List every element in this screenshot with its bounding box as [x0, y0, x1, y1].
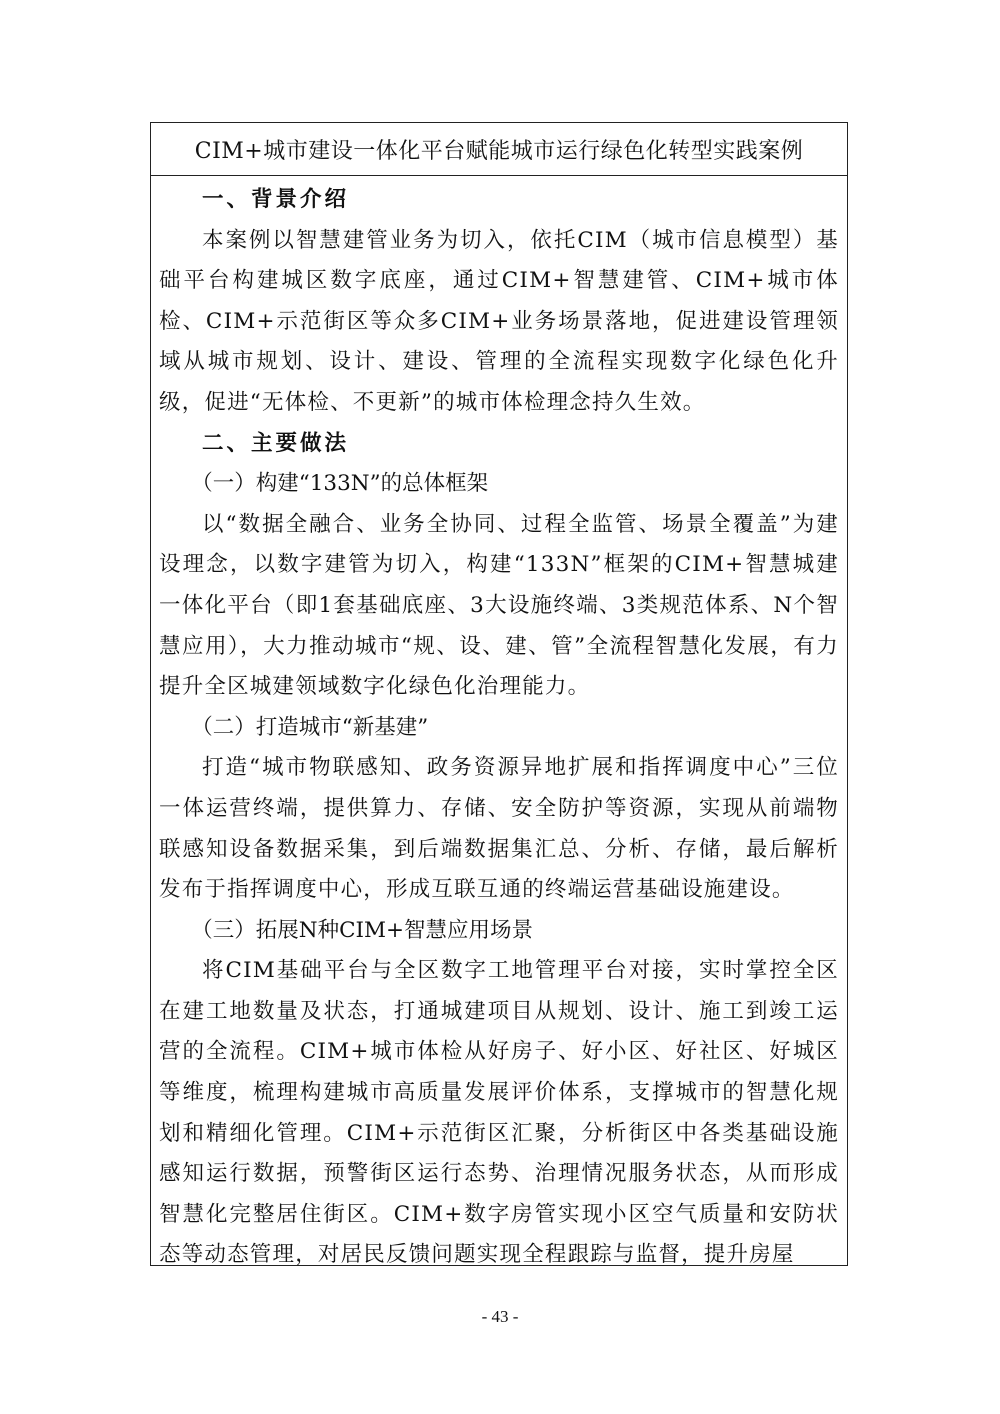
document-title: CIM+城市建设一体化平台赋能城市运行绿色化转型实践案例	[151, 123, 847, 176]
case-table	[150, 122, 848, 1266]
paragraph-background: 本案例以智慧建管业务为切入，依托CIM（城市信息模型）基础平台构建城区数字底座，通过CIM+智慧建管、CIM+城市体检、CIM+示范街区等众多CIM+业务场景落地，促进建设管理领域从城市规划、设计、建设、管理的全流程实现数字化绿色化升级，促进“无体检、不更新”的城市体检理念持久生效。	[159, 227, 839, 415]
document-body	[151, 176, 847, 1276]
subsection-heading-application-scenarios: （三）拓展N种CIM+智慧应用场景	[191, 917, 534, 943]
subsection-heading-framework: （一）构建“133N”的总体框架	[191, 471, 489, 497]
page-number: - 43 -	[481, 1307, 519, 1326]
section-heading-background: 一、背景介绍	[202, 187, 350, 212]
section-heading-main-practices: 二、主要做法	[202, 430, 350, 456]
paragraph-new-infrastructure: 打造“城市物联感知、政务资源异地扩展和指挥调度中心”三位一体运营终端，提供算力、存储、安全防护等资源，实现从前端物联感知设备数据采集，到后端数据集汇总、分析、存储，最后解析发布于指挥调度中心，形成互联互通的终端运营基础设施建设。	[159, 755, 839, 903]
paragraph-application-scenarios: 将CIM基础平台与全区数字工地管理平台对接，实时掌控全区在建工地数量及状态，打通城建项目从规划、设计、施工到竣工运营的全流程。CIM+城市体检从好房子、好小区、好社区、好城区等维度，梳理构建城市高质量发展评价体系，支撑城市的智慧化规划和精细化管理。CIM+示范街区汇聚，分析街区中各类基础设施感知运行数据，预警街区运行态势、治理情况服务状态，从而形成智慧化完整居住街区。CIM+数字房管实现小区空气质量和安防状态等动态管理，对居民反馈问题实现全程跟踪与监督，提升房屋	[159, 958, 839, 1268]
subsection-heading-new-infrastructure: （二）打造城市“新基建”	[191, 714, 429, 740]
paragraph-framework: 以“数据全融合、业务全协同、过程全监管、场景全覆盖”为建设理念，以数字建管为切入，构建“133N”框架的CIM+智慧城建一体化平台（即1套基础底座、3大设施终端、3类规范体系、N个智慧应用），大力推动城市“规、设、建、管”全流程智慧化发展，有力提升全区城建领域数字化绿色化治理能力。	[159, 511, 839, 700]
